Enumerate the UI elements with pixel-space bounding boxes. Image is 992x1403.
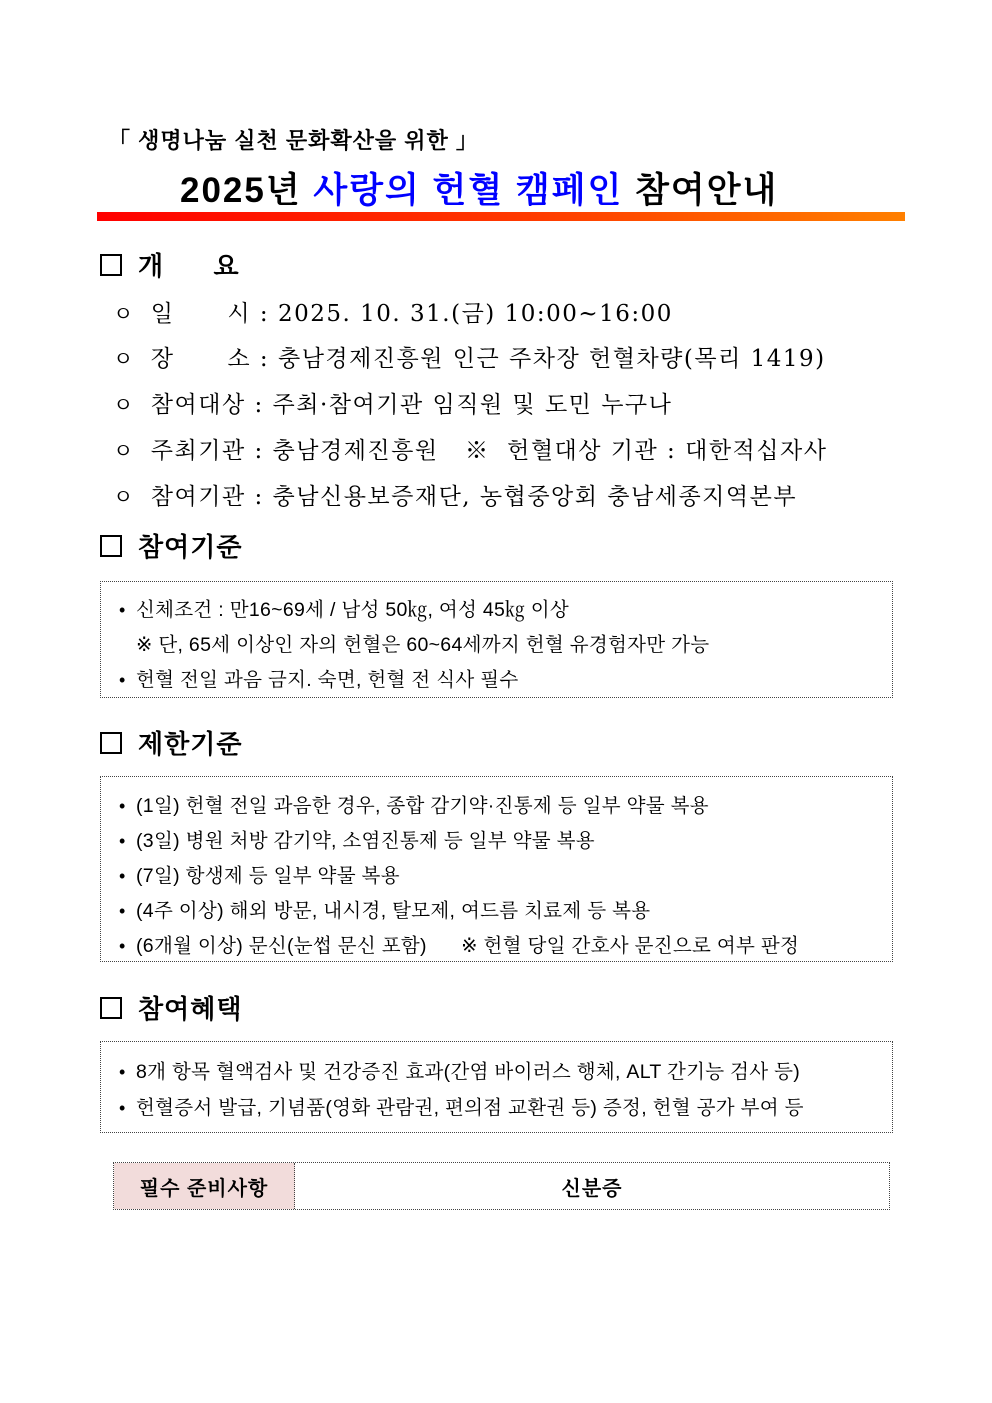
dot-bullet-icon: •: [119, 1062, 126, 1082]
dot-bullet-icon: •: [119, 831, 126, 851]
section-criteria-title: 참여기준: [138, 532, 243, 562]
overview-item-host: [113, 432, 827, 465]
restriction-item-text: (6개월 이상) 문신(눈썹 문신 포함) ※ 헌혈 당일 간호사 문진으로 여부 판정: [136, 935, 800, 957]
dot-bullet-icon: •: [119, 866, 126, 886]
accent-gradient-bar: [97, 212, 905, 221]
requirements-value-cell: 신분증: [561, 1177, 623, 1200]
square-marker-icon: [100, 732, 122, 754]
section-benefits-heading: [100, 989, 242, 1026]
dot-bullet-icon: •: [119, 1098, 126, 1118]
restriction-item: [119, 825, 882, 853]
square-marker-icon: [100, 997, 122, 1019]
document-subtitle: 「 생명나눔 실천 문화확산을 위한 」: [108, 128, 479, 153]
overview-item-text: 주최기관 : 충남경제진흥원 ※ 헌혈대상 기관 : 대한적십자사: [150, 438, 828, 464]
section-overview-title: 개 요: [138, 251, 240, 281]
overview-item-text: 참여대상 : 주최·참여기관 임직원 및 도민 누구나: [150, 392, 673, 418]
dot-bullet-icon: •: [119, 600, 126, 620]
restriction-item-text: (7일) 항생제 등 일부 약물 복용: [136, 865, 400, 887]
overview-item-text: 일 시 : 2025. 10. 31.(금) 10:00~16:00: [150, 301, 673, 327]
title-suffix: 참여안내: [623, 171, 779, 210]
criteria-item-text: 헌혈 전일 과음 금지. 숙면, 헌혈 전 식사 필수: [136, 669, 519, 691]
dot-bullet-icon: •: [119, 796, 126, 816]
circle-bullet-icon: ㅇ: [113, 439, 135, 463]
requirements-label-cell: 필수 준비사항: [114, 1163, 295, 1209]
overview-item-participants: [113, 478, 797, 511]
section-restrictions-title: 제한기준: [138, 729, 243, 759]
restriction-item: [119, 895, 882, 923]
circle-bullet-icon: ㅇ: [113, 485, 135, 509]
section-benefits-title: 참여혜택: [138, 994, 243, 1024]
overview-item-target: [113, 386, 672, 419]
square-marker-icon: [100, 535, 122, 557]
benefit-item: [119, 1056, 882, 1084]
overview-item-text: 참여기관 : 충남신용보증재단, 농협중앙회 충남세종지역본부: [150, 484, 798, 510]
restriction-item: [119, 790, 882, 818]
overview-item-text: 장 소 : 충남경제진흥원 인근 주차장 헌혈차량(목리 1419): [150, 346, 826, 372]
page-title: [180, 163, 778, 213]
circle-bullet-icon: ㅇ: [113, 347, 135, 371]
section-overview-heading: [100, 246, 240, 283]
restriction-item-text: (4주 이상) 해외 방문, 내시경, 탈모제, 여드름 치료제 등 복용: [136, 900, 651, 922]
criteria-item-note: [119, 629, 882, 657]
restrictions-box: [100, 776, 893, 962]
benefit-item-text: 헌혈증서 발급, 기념품(영화 관람권, 편의점 교환권 등) 증정, 헌혈 공가 부여 등: [136, 1097, 804, 1119]
benefit-item-text: 8개 항목 혈액검사 및 건강증진 효과(간염 바이러스 행체, ALT 간기능 검사 등): [136, 1061, 801, 1083]
circle-bullet-icon: ㅇ: [113, 302, 135, 326]
circle-bullet-icon: ㅇ: [113, 393, 135, 417]
overview-item-datetime: [113, 295, 673, 328]
restriction-item-text: (1일) 헌혈 전일 과음한 경우, 종합 감기약·진통제 등 일부 약물 복용: [136, 795, 709, 817]
dot-bullet-icon: •: [119, 936, 126, 956]
restriction-item: [119, 930, 882, 958]
title-highlight: 사랑의 헌혈 캠페인: [313, 171, 624, 210]
dot-bullet-icon: •: [119, 901, 126, 921]
restriction-item-text: (3일) 병원 처방 감기약, 소염진통제 등 일부 약물 복용: [136, 830, 595, 852]
section-criteria-heading: [100, 527, 242, 564]
section-restrictions-heading: [100, 724, 242, 761]
dot-bullet-icon: •: [119, 670, 126, 690]
restriction-item: [119, 860, 882, 888]
criteria-item: [119, 664, 882, 692]
square-marker-icon: [100, 254, 122, 276]
criteria-item-text: 신체조건 : 만16~69세 / 남성 50㎏, 여성 45㎏ 이상: [136, 599, 569, 621]
overview-item-place: [113, 340, 826, 373]
title-prefix: 2025년: [180, 171, 314, 210]
criteria-box: [100, 581, 893, 698]
criteria-note-text: ※ 단, 65세 이상인 자의 헌혈은 60~64세까지 헌혈 유경험자만 가능: [136, 634, 710, 656]
requirements-table: [113, 1162, 890, 1210]
benefit-item: [119, 1092, 882, 1120]
criteria-item: [119, 594, 882, 622]
benefits-box: [100, 1041, 893, 1133]
